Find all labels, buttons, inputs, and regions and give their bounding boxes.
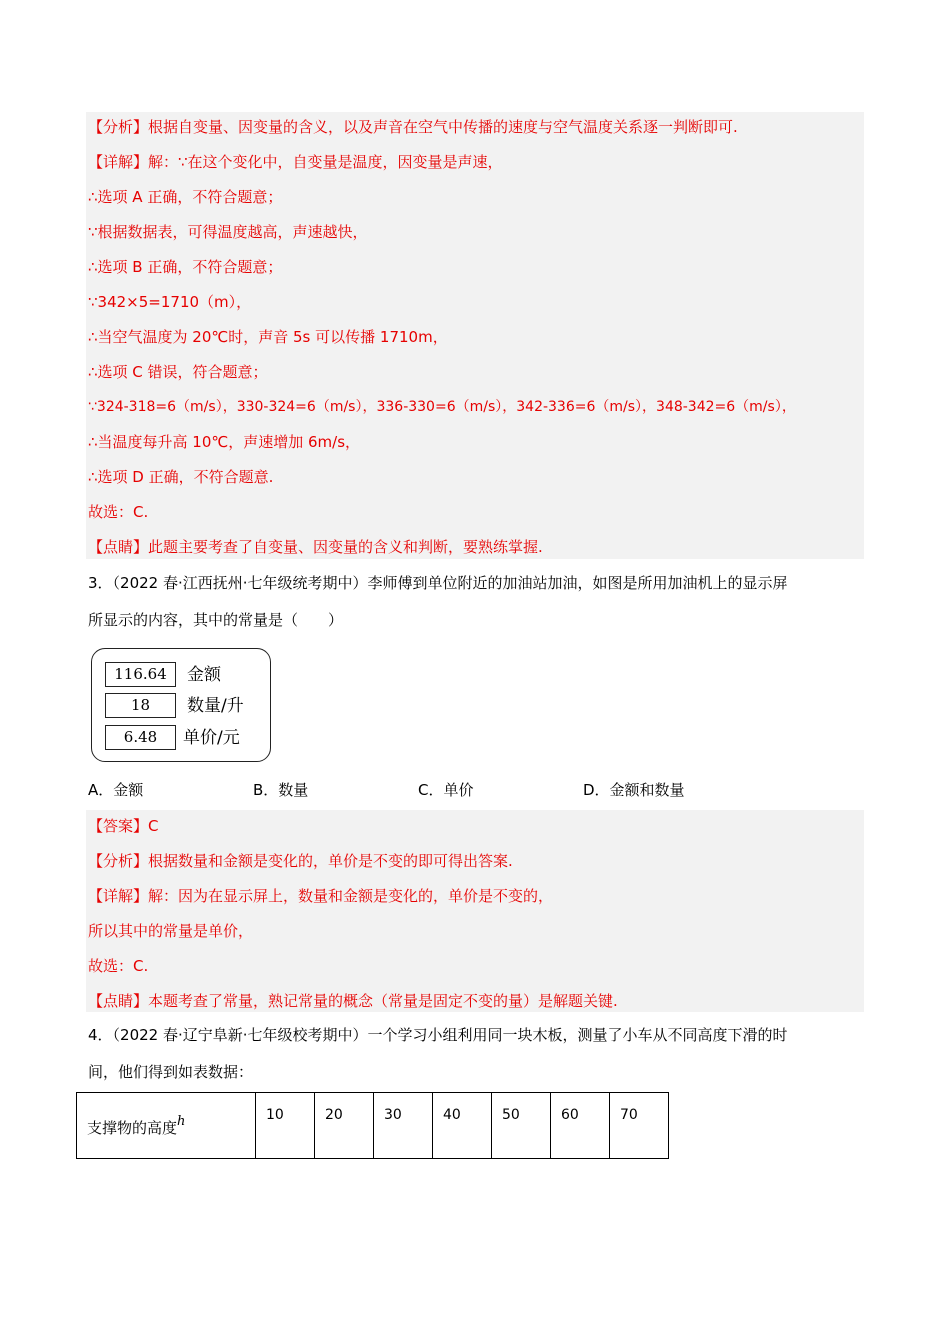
q3-analysis: 【分析】根据数量和金额是变化的，单价是不变的即可得出答案. <box>88 852 513 870</box>
header-variable: h <box>177 1113 186 1129</box>
quantity-label: 数量/升 <box>187 696 244 716</box>
q2-detail-line: ∴当空气温度为 20℃时，声音 5s 可以传播 1710m， <box>88 328 448 346</box>
table-cell: 10 <box>256 1093 315 1159</box>
table-row <box>77 1093 669 1159</box>
amount-value-box: 116.64 <box>105 662 176 687</box>
q2-detail-line: ∵根据数据表，可得温度越高，声速越快， <box>88 223 368 241</box>
q4-stem-line2: 间，他们得到如表数据： <box>88 1063 254 1081</box>
q3-stem-line2: 所显示的内容，其中的常量是（ ） <box>88 611 344 629</box>
table-cell: 20 <box>315 1093 374 1159</box>
q2-detail-head: 【详解】解：∵在这个变化中，自变量是温度，因变量是声速， <box>88 153 503 171</box>
height-time-table <box>76 1092 669 1159</box>
q2-detail-line: ∴选项 D 正确，不符合题意. <box>88 468 274 486</box>
quantity-value-box: 18 <box>105 693 176 718</box>
q3-detail2: 所以其中的常量是单价， <box>88 922 254 940</box>
table-cell: 50 <box>492 1093 551 1159</box>
q3-solution-background <box>86 810 864 1012</box>
q3-detail: 【详解】解：因为在显示屏上，数量和金额是变化的，单价是不变的， <box>88 887 554 905</box>
q2-detail-line: ∴选项 C 错误，符合题意； <box>88 363 268 381</box>
q4-stem-line1: 4．（2022 春·辽宁阜新·七年级校考期中）一个学习小组利用同一块木板，测量了小车从不同高度下滑的时 <box>88 1026 788 1044</box>
table-cell: 30 <box>374 1093 433 1159</box>
option-c: C．单价 <box>418 781 474 799</box>
table-cell: 40 <box>433 1093 492 1159</box>
table-header-label: 支撑物的高度 <box>87 1118 178 1137</box>
q2-detail-line: ∴当温度每升高 10℃，声速增加 6m/s， <box>88 433 361 451</box>
q2-analysis: 【分析】根据自变量、因变量的含义，以及声音在空气中传播的速度与空气温度关系逐一判断即可. <box>88 118 738 136</box>
q2-comment: 【点睛】此题主要考查了自变量、因变量的含义和判断，要熟练掌握. <box>88 538 543 556</box>
price-label: 单价/元 <box>183 728 240 748</box>
q2-detail-line: ∵324-318=6（m/s），330-324=6（m/s），336-330=6（m/s），342-336=6（m/s），348-342=6（m/s）， <box>88 399 796 415</box>
amount-label: 金额 <box>187 665 221 685</box>
option-b: B．数量 <box>253 781 309 799</box>
q2-detail-line: ∵342×5=1710（m）， <box>88 293 252 311</box>
q2-choice: 故选：C. <box>88 503 149 521</box>
q3-answer: 【答案】C <box>88 817 159 835</box>
q3-stem-line1: 3．（2022 春·江西抚州·七年级统考期中）李师傅到单位附近的加油站加油，如图是所用加油机上的显示屏 <box>88 574 788 592</box>
q3-comment: 【点睛】本题考查了常量，熟记常量的概念（常量是固定不变的量）是解题关键. <box>88 992 618 1010</box>
price-value-box: 6.48 <box>105 725 176 750</box>
option-d: D．金额和数量 <box>583 781 685 799</box>
table-header-cell <box>77 1093 256 1159</box>
option-a: A．金额 <box>88 781 144 799</box>
q2-detail-line: ∴选项 B 正确，不符合题意； <box>88 258 283 276</box>
q3-choice: 故选：C. <box>88 957 149 975</box>
table-cell: 60 <box>551 1093 610 1159</box>
q2-detail-line: ∴选项 A 正确，不符合题意； <box>88 188 283 206</box>
table-cell: 70 <box>610 1093 669 1159</box>
